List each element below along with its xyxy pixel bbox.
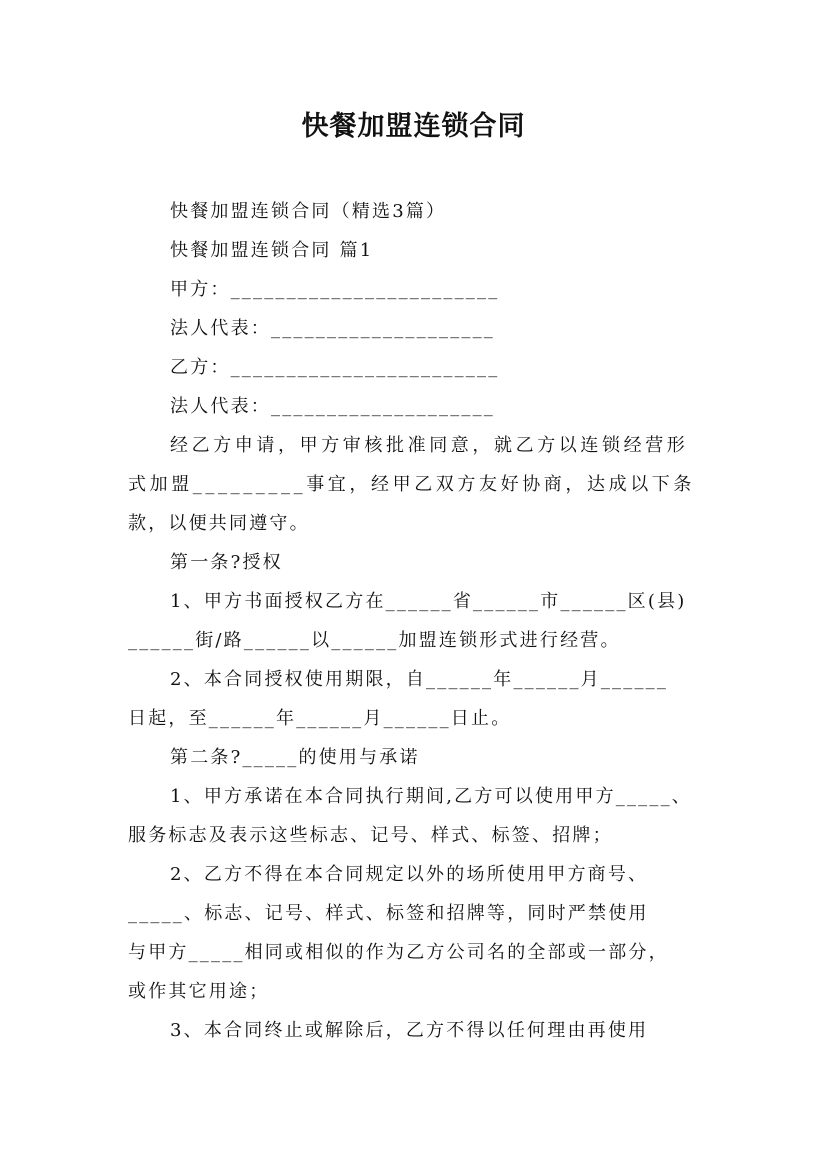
paragraph-line: 服务标志及表示这些标志、记号、样式、标签、招牌； — [128, 825, 613, 846]
article-heading: 第一条?授权 — [170, 552, 283, 573]
party-b-legal-rep-field: 法人代表：____________________ — [170, 396, 495, 417]
party-a-field: 甲方：________________________ — [170, 279, 500, 300]
article-heading: 第二条?_____的使用与承诺 — [170, 747, 420, 768]
chapter-heading: 快餐加盟连锁合同 篇1 — [170, 240, 374, 261]
paragraph-line: 2、乙方不得在本合同规定以外的场所使用甲方商号、 — [170, 864, 649, 885]
paragraph-line: 或作其它用途； — [128, 981, 270, 1002]
paragraph-line: 1、甲方书面授权乙方在______省______市______区(县) — [170, 591, 687, 612]
paragraph-line: 3、本合同终止或解除后，乙方不得以任何理由再使用 — [170, 1020, 649, 1041]
paragraph-line: _____、标志、记号、样式、标签和招牌等，同时严禁使用 — [128, 903, 649, 924]
paragraph-line: ______街/路______以______加盟连锁形式进行经营。 — [128, 630, 621, 651]
paragraph-line: 式加盟_________事宜，经甲乙双方友好协商，达成以下条 — [128, 474, 695, 495]
paragraph-line: 款，以便共同遵守。 — [128, 513, 310, 534]
document-title: 快餐加盟连锁合同 — [301, 111, 526, 142]
paragraph-line: 日起，至______年______月______日止。 — [128, 708, 512, 729]
subtitle-line: 快餐加盟连锁合同（精选3篇） — [170, 201, 447, 222]
paragraph-line: 与甲方_____相同或相似的作为乙方公司名的全部或一部分， — [128, 942, 669, 963]
party-b-field: 乙方：________________________ — [170, 357, 500, 378]
party-a-legal-rep-field: 法人代表：____________________ — [170, 318, 495, 339]
paragraph-line: 经乙方申请，甲方审核批准同意，就乙方以连锁经营形 — [170, 435, 689, 456]
paragraph-line: 2、本合同授权使用期限，自______年______月______ — [170, 669, 669, 690]
paragraph-line: 1、甲方承诺在本合同执行期间,乙方可以使用甲方_____、 — [170, 786, 692, 807]
